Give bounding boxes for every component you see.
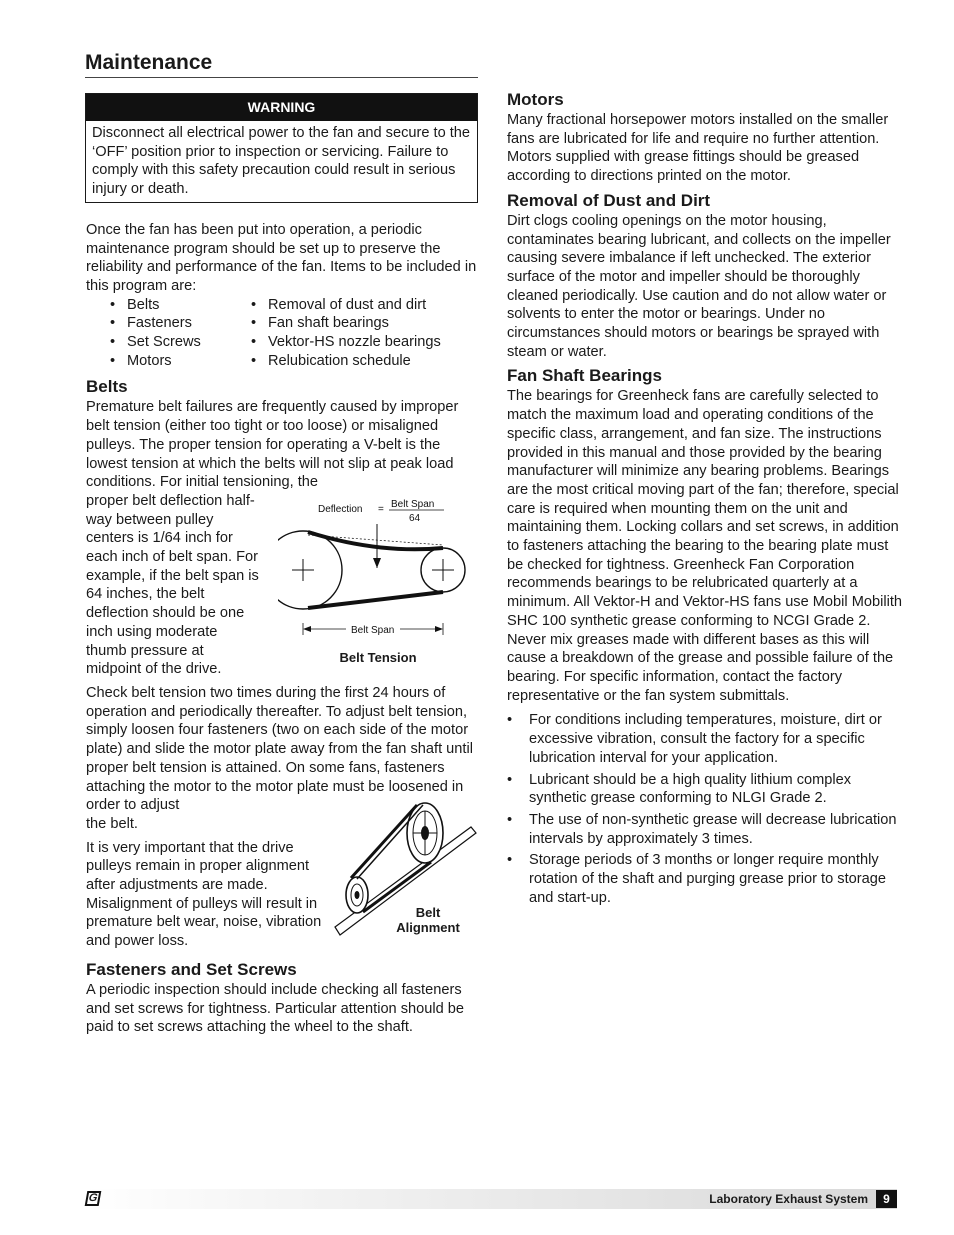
right-column (507, 89, 905, 910)
fasteners-heading: Fasteners and Set Screws (86, 959, 297, 979)
maintenance-items-list (110, 296, 478, 371)
list-item: • Motors (110, 352, 251, 371)
list-item: • Vektor-HS nozzle bearings (251, 333, 471, 352)
belt-tension-caption: Belt Tension (339, 649, 417, 665)
warning-text: Disconnect all electrical power to the fan and secure to the ‘OFF’ position prior to inspection or servicing. Failure to comply with this safety precaution could result in serious injury or death. (92, 125, 471, 198)
title-divider (85, 77, 478, 78)
footer-title: Laboratory Exhaust System (709, 1192, 868, 1206)
page-title: Maintenance (85, 51, 213, 74)
belt-tension-diagram (278, 492, 478, 652)
warning-box (85, 93, 478, 203)
belts-paragraph-2: Check belt tension two times during the first 24 hours of operation and periodically thereafter. To adjust belt tension, simply loosen four fasteners (two on each side of the motor plate) and slide the motor plate away from the fan shaft until proper belt tension is attained. On some fans, fasteners attaching the motor to the motor plate must be loosened in order to adjust (86, 684, 473, 814)
belts-paragraph-3: It is very important that the drive pulleys remain in proper alignment after adjustments are made. Misalignment of pulleys will result in premature belt wear, noise, vibration and power loss. (86, 839, 322, 950)
list-item: • Relubication schedule (251, 352, 471, 371)
motors-paragraph: Many fractional horsepower motors installed on the smaller fans are lubricated for life and require no further attention. Motors supplied with grease fittings should be greased according to directions printed on the motor. (507, 112, 889, 185)
belts-paragraph-wrap: proper belt deflection half-way between pulley centers is 1/64 inch for each inch of belt span. For example, if the belt span is 64 inches, the belt deflection should be one inch using moderate thumb pressure at midpoint of the drive. (86, 492, 259, 678)
dust-paragraph: Dirt clogs cooling openings on the motor housing, contaminates bearing lubricant, and collects on the impeller causing severe imbalance if left unchecked. The exterior surface of the motor and impeller should be thoroughly cleaned periodically. Use caution and do not allow water or solvents to enter the motor or bearings. Under no circumstances should motors or bearings be sprayed with steam or water. (507, 212, 891, 360)
bearings-paragraph: The bearings for Greenheck fans are carefully selected to match the maximum load and operating conditions of the specific class, arrangement, and fan size. The instructions provided in this manual and those provided by the bearing manufacturer will minimize any bearing problems. Bearings are the most critical moving part of the fan; therefore, special care is required when mounting them on the unit and maintaining them. Locking collars and set screws, in addition to fasteners attaching the bearing to the bearing plate must be checked for tightness. Greenheck Fan Corporation recommends bearings to be relubricated quarterly at a minimum. All Vektor-H and Vektor-HS fans use Mobil Mobilith SHC 100 synthetic grease conforming to NCGI Grade 2. Never mix greases made with different bases as this will cause a breakdown of the grease and possible failure of the bearing. For specific information, contact the factory representative or the fan system submittals. (507, 388, 902, 704)
belt-span-label: Belt Span (351, 624, 395, 636)
fraction-numerator: Belt Span (391, 498, 435, 510)
belt-alignment-figure (333, 795, 478, 951)
fasteners-paragraph: A periodic inspection should include checking all fasteners and set screws for tightness. Particular attention should be paid to set screws attaching the wheel to the shaft. (86, 981, 465, 1036)
belt-tension-figure (278, 492, 478, 679)
list-item: • Lubricant should be a high quality lithium complex synthetic grease conforming to NLGI Grade 2. (507, 771, 905, 808)
belt-alignment-section (86, 815, 478, 951)
greenheck-logo-icon: G (85, 1191, 102, 1206)
belt-tension-section (86, 492, 478, 679)
list-item: • For conditions including temperatures, moisture, dirt or excessive vibration, consult the factory for a specific lubrication interval for your application. (507, 711, 905, 767)
list-item: • The use of non-synthetic grease will decrease lubrication intervals by approximately 3 times. (507, 811, 905, 848)
list-item: • Fan shaft bearings (251, 314, 471, 333)
motors-heading: Motors (507, 90, 564, 109)
list-item: • Removal of dust and dirt (251, 296, 471, 315)
fraction-denominator: 64 (409, 512, 421, 524)
bearing-bullets (507, 711, 905, 907)
equals-sign: = (378, 503, 384, 515)
intro-paragraph: Once the fan has been put into operation, a periodic maintenance program should be set up to preserve the reliability and performance of the fan. Items to be included in this program are: (86, 221, 477, 294)
list-item: • Belts (110, 296, 251, 315)
dust-heading: Removal of Dust and Dirt (507, 190, 711, 210)
warning-heading: WARNING (86, 94, 477, 121)
belt-alignment-caption: Belt Alignment (396, 904, 460, 935)
belts-paragraph: Premature belt failures are frequently caused by improper belt tension (either too tight or too loose) or misaligned pulleys. The proper tension for operating a V-belt is the lowest tension at which the belts will not slip at peak load conditions. For initial tensioning, the (86, 399, 459, 491)
deflection-label: Deflection (318, 503, 363, 515)
left-column (86, 93, 478, 1037)
list-item: • Fasteners (110, 314, 251, 333)
page-number: 9 (876, 1190, 897, 1208)
list-item: • Set Screws (110, 333, 251, 352)
belts-heading: Belts (86, 377, 128, 397)
bearings-heading: Fan Shaft Bearings (507, 366, 662, 386)
list-item: • Storage periods of 3 months or longer require monthly rotation of the shaft and purging grease prior to storage and start-up. (507, 851, 905, 907)
belts-paragraph-2-end: the belt. (86, 815, 138, 832)
